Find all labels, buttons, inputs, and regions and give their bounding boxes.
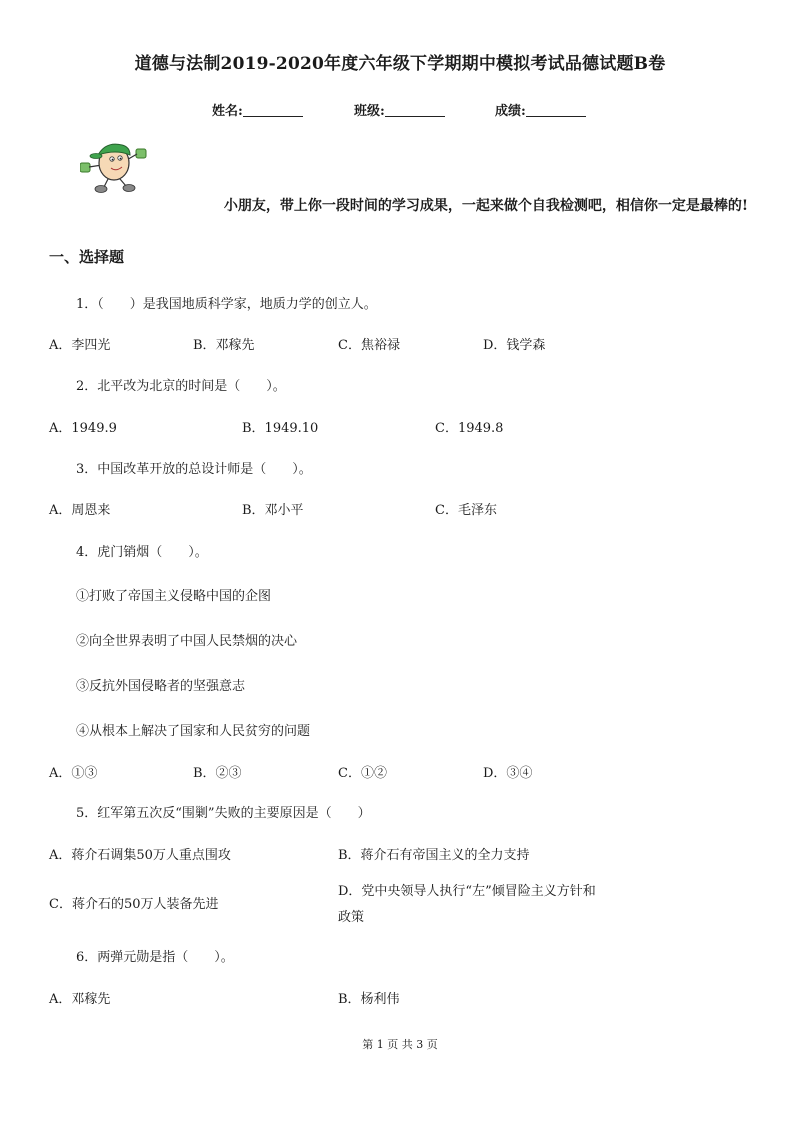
question-4-statement-3: ③反抗外国侵略者的坚强意志 <box>76 679 246 694</box>
question-1-stem: 1．（ ）是我国地质科学家，地质力学的创立人。 <box>76 297 377 312</box>
question-4-option-d[interactable]: D．③④ <box>483 766 533 781</box>
question-2-option-c[interactable]: C．1949.8 <box>435 421 504 436</box>
question-3-option-a[interactable]: A．周恩来 <box>49 503 111 518</box>
question-1-option-d[interactable]: D．钱学森 <box>483 338 546 353</box>
score-blank[interactable] <box>526 104 586 117</box>
question-5-option-c[interactable]: C．蒋介石的50万人装备先进 <box>49 897 219 912</box>
question-1-option-a[interactable]: A．李四光 <box>49 338 111 353</box>
question-5-option-d[interactable]: D．党中央领导人执行“左”倾冒险主义方针和 <box>338 884 596 899</box>
question-3-stem: 3．中国改革开放的总设计师是（ ）。 <box>76 462 312 477</box>
name-label: 姓名: <box>212 104 243 119</box>
section-title: 一、选择题 <box>49 248 125 266</box>
class-blank[interactable] <box>385 104 445 117</box>
question-3-option-c[interactable]: C．毛泽东 <box>435 503 497 518</box>
question-5-option-d-continued[interactable]: 政策 <box>338 910 365 925</box>
question-2-option-b[interactable]: B．1949.10 <box>242 421 319 436</box>
class-field[interactable] <box>354 100 445 119</box>
question-4-stem: 4．虎门销烟（ ）。 <box>76 545 208 560</box>
question-4-statement-1: ①打败了帝国主义侵略中国的企图 <box>76 589 272 604</box>
encouragement-text: 小朋友，带上你一段时间的学习成果，一起来做个自我检测吧，相信你一定是最棒的! <box>223 198 748 214</box>
score-field[interactable] <box>495 100 586 119</box>
question-5-stem: 5．红军第五次反“围剿”失败的主要原因是（ ） <box>76 806 371 821</box>
question-2-stem: 2．北平改为北京的时间是（ ）。 <box>76 379 286 394</box>
score-label: 成绩: <box>495 104 526 119</box>
question-4-option-a[interactable]: A．①③ <box>49 766 98 781</box>
name-field[interactable] <box>212 100 303 119</box>
page-footer: 第 1 页 共 3 页 <box>362 1038 438 1051</box>
question-1-option-c[interactable]: C．焦裕禄 <box>338 338 400 353</box>
question-1-option-b[interactable]: B．邓稼先 <box>193 338 255 353</box>
question-4-statement-4: ④从根本上解决了国家和人民贫穷的问题 <box>76 724 311 739</box>
question-5-option-b[interactable]: B．蒋介石有帝国主义的全力支持 <box>338 848 530 863</box>
question-4-statement-2: ②向全世界表明了中国人民禁烟的决心 <box>76 634 298 649</box>
question-5-option-a[interactable]: A．蒋介石调集50万人重点围攻 <box>49 848 231 863</box>
question-6-option-b[interactable]: B．杨利伟 <box>338 992 400 1007</box>
name-blank[interactable] <box>243 104 303 117</box>
question-3-option-b[interactable]: B．邓小平 <box>242 503 304 518</box>
page-title: 道德与法制2019-2020年度六年级下学期期中模拟考试品德试题B卷 <box>134 54 666 74</box>
question-2-option-a[interactable]: A．1949.9 <box>49 421 117 436</box>
question-6-stem: 6．两弹元勋是指（ ）。 <box>76 950 234 965</box>
class-label: 班级: <box>354 104 385 119</box>
mascot-illustration <box>80 137 148 195</box>
question-6-option-a[interactable]: A．邓稼先 <box>49 992 111 1007</box>
question-4-option-b[interactable]: B．②③ <box>193 766 242 781</box>
question-4-option-c[interactable]: C．①② <box>338 766 387 781</box>
